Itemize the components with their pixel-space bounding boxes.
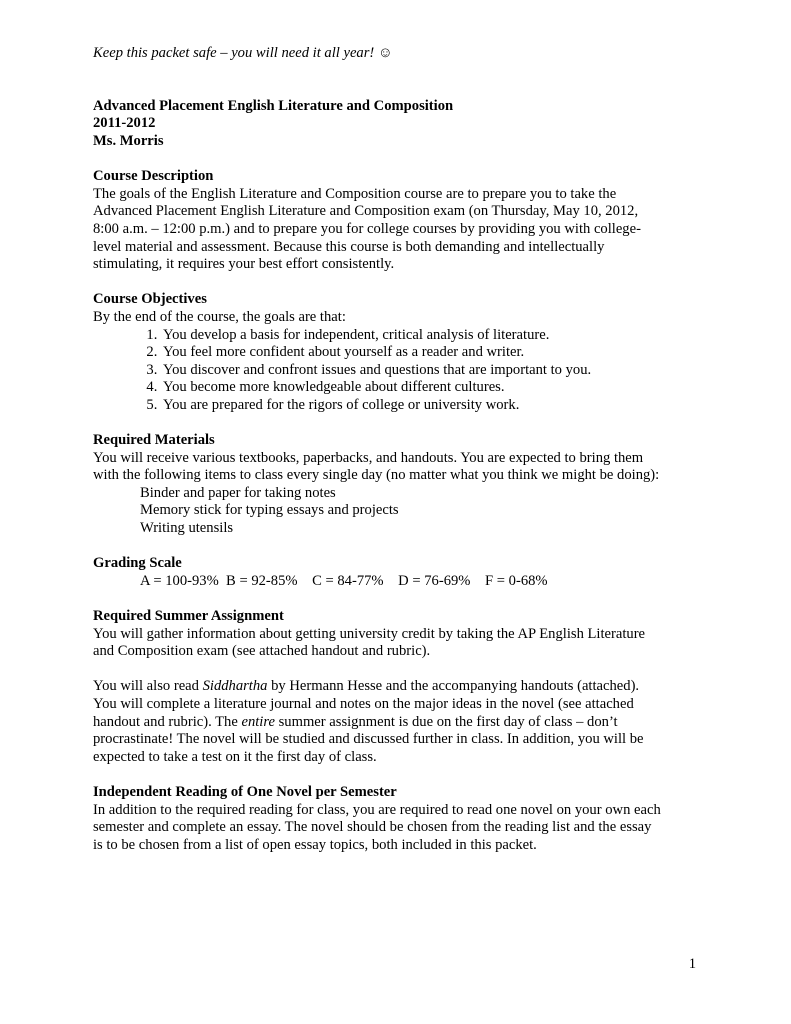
course-description-text (93, 186, 713, 274)
document-body (93, 45, 713, 854)
banner-note: Keep this packet safe – you will need it all year! ☺ (93, 45, 393, 61)
text-line: stimulating, it requires your best effort consistently. (93, 256, 395, 273)
text-line: procrastinate! The novel will be studied and discussed further in class. In addition, you will be (93, 731, 644, 748)
page-number: 1 (688, 956, 696, 972)
course-objectives-intro: By the end of the course, the goals are that: (93, 308, 346, 325)
text-line: is to be chosen from a list of open essay topics, both included in this packet. (93, 836, 537, 853)
text-line: and Composition exam (see attached handout and rubric). (93, 643, 431, 660)
text-line: The goals of the English Literature and Composition course are to prepare you to take the (93, 185, 617, 202)
school-year: 2011-2012 (93, 115, 156, 132)
grading-scale-heading: Grading Scale (93, 555, 182, 572)
independent-reading-heading: Independent Reading of One Novel per Semester (93, 783, 397, 800)
course-objectives-heading: Course Objectives (93, 291, 207, 308)
text-line (93, 714, 713, 732)
objectives-list (93, 327, 713, 415)
text-run: You will also read (93, 678, 203, 695)
list-item: 4. You become more knowledgeable about different cultures. (161, 379, 713, 397)
course-description-heading: Course Description (93, 168, 214, 185)
text-line: In addition to the required reading for class, you are required to read one novel on your own each (93, 801, 661, 818)
text-run: summer assignment is due on the first day of class – don’t (274, 713, 618, 730)
book-title: Siddhartha (202, 678, 268, 695)
text-line: You will receive various textbooks, paperbacks, and handouts. You are expected to bring them (93, 449, 644, 466)
grading-scale-values: A = 100-93% B = 92-85% C = 84-77% D = 76-69% F = 0-68% (140, 572, 548, 589)
text-run: handout and rubric). The (93, 713, 242, 730)
text-line: expected to take a test on it the first day of class. (93, 748, 377, 765)
materials-item: Binder and paper for taking notes (140, 484, 336, 501)
text-line: Advanced Placement English Literature and Composition exam (on Thursday, May 10, 2012, (93, 203, 639, 220)
list-item: 3. You discover and confront issues and questions that are important to you. (161, 362, 713, 380)
text-line: level material and assessment. Because this course is both demanding and intellectually (93, 238, 605, 255)
list-item: 2. You feel more confident about yourself as a reader and writer. (161, 344, 713, 362)
text-run: by Hermann Hesse and the accompanying handouts (attached). (267, 678, 640, 695)
text-line (93, 678, 713, 696)
emphasis-text: entire (241, 713, 275, 730)
list-item: 5. You are prepared for the rigors of college or university work. (161, 397, 713, 415)
text-line: semester and complete an essay. The novel should be chosen from the reading list and the essay (93, 819, 652, 836)
teacher-name: Ms. Morris (93, 132, 164, 149)
course-title: Advanced Placement English Literature and Composition (93, 97, 454, 114)
materials-item: Writing utensils (140, 520, 234, 537)
materials-item: Memory stick for typing essays and projects (140, 502, 399, 519)
summer-assignment-heading: Required Summer Assignment (93, 608, 284, 624)
text-line: You will gather information about getting university credit by taking the AP English Literature (93, 625, 646, 642)
list-item: 1. You develop a basis for independent, critical analysis of literature. (161, 327, 713, 345)
text-line: You will complete a literature journal and notes on the major ideas in the novel (see attached (93, 695, 634, 712)
required-materials-heading: Required Materials (93, 432, 215, 449)
text-line: 8:00 a.m. – 12:00 p.m.) and to prepare you for college courses by providing you with college- (93, 220, 641, 237)
text-line: with the following items to class every single day (no matter what you think we might be doing): (93, 467, 660, 484)
